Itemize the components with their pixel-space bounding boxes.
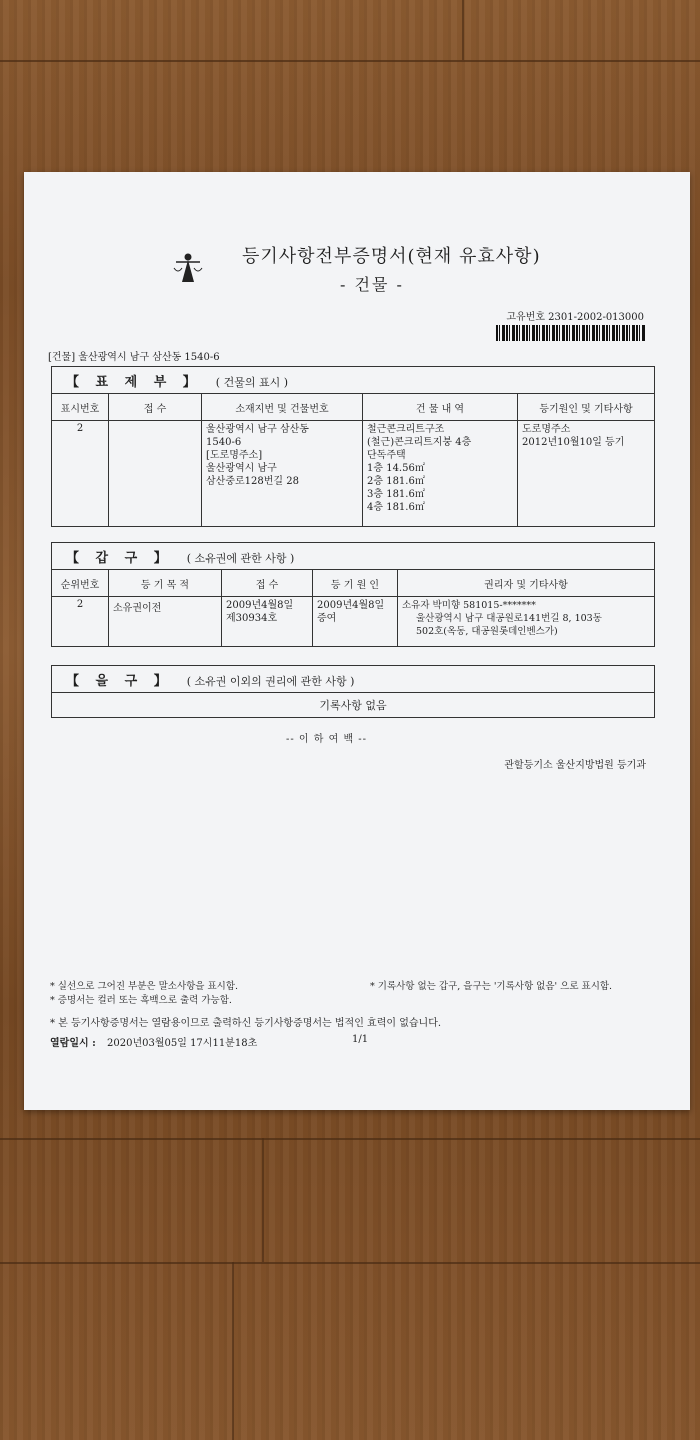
column-header: 표시번호 [52,394,109,421]
wood-plank-seam [262,1138,264,1262]
gapgu-table [51,542,655,647]
column-header: 순위번호 [52,570,109,597]
purpose-cell: 소유권이전 [109,597,222,647]
column-header: 권리자 및 기타사항 [398,570,655,597]
note-no-records: * 기록사항 없는 갑구, 을구는 '기록사항 없음' 으로 표시함. [370,981,613,992]
row-number: 2 [52,421,109,527]
eulgu-heading: 【 을 구 】 ( 소유권 이외의 권리에 관한 사항 ) [52,666,655,693]
wood-plank-seam [0,1138,700,1140]
eulgu-table [51,665,655,718]
note-not-legal: * 본 등기사항증명서는 열람용이므로 출력하신 등기사항증명서는 법적인 효력이 없습니다. [50,1018,442,1029]
registry-office: 관할등기소 울산지방법원 등기과 [504,760,646,771]
wood-plank-seam [0,1262,700,1264]
barcode-icon [496,325,646,341]
note-strikethrough: * 실선으로 그어진 부분은 말소사항을 표시함. [50,981,239,992]
location-cell: 울산광역시 남구 삼산동 1540-6 [도로명주소] 울산광역시 남구 삼산중로128번길 28 [202,421,363,527]
note-color-print: * 증명서는 컬러 또는 흑백으로 출력 가능함. [50,995,232,1006]
wood-plank-seam [462,0,464,60]
received-cell [109,421,202,527]
document-subtitle: - 건물 - [340,275,404,294]
viewed-at: 2020년03월05일 17시11분18초 [107,1038,258,1049]
document-title: 등기사항전부증명서(현재 유효사항) [242,246,541,267]
received-cell: 2009년4월8일 제30934호 [222,597,313,647]
page-number: 1/1 [352,1034,369,1045]
column-header: 등 기 원 인 [313,570,398,597]
rights-cell: 소유자 박미향 581015-******* 울산광역시 남구 대공원로141번길 8, 103동 502호(옥동, 대공원롯데인벤스가) [398,597,655,647]
building-details-cell: 철근콘크리트구조 (철근)콘크리트지붕 4층 단독주택 1층 14.56㎡ 2층 181.6㎡ 3층 181.6㎡ 4층 181.6㎡ [363,421,518,527]
viewed-at-row [50,1034,257,1049]
end-mark: -- 이 하 여 백 -- [286,734,368,745]
column-header: 등 기 목 적 [109,570,222,597]
wood-plank-seam [0,60,700,62]
cause-cell: 도로명주소 2012년10월10일 등기 [518,421,655,527]
registry-certificate-paper [24,172,690,1110]
column-header: 건 물 내 역 [363,394,518,421]
pyojebu-table [51,366,655,527]
property-address-line: [건물] 울산광역시 남구 삼산동 1540-6 [48,352,220,363]
cause-cell: 2009년4월8일 증여 [313,597,398,647]
gapgu-heading: 【 갑 구 】 ( 소유권에 관한 사항 ) [52,543,655,570]
column-header: 접 수 [109,394,202,421]
table-row [52,597,655,647]
column-header: 접 수 [222,570,313,597]
column-header: 등기원인 및 기타사항 [518,394,655,421]
column-header: 소재지번 및 건물번호 [202,394,363,421]
wood-plank-seam [232,1262,234,1440]
row-number: 2 [52,597,109,647]
table-row [52,421,655,527]
viewed-label: 열람일시 : [50,1038,96,1049]
pyojebu-heading: 【 표 제 부 】 ( 건물의 표시 ) [52,367,655,394]
unique-number: 고유번호 2301-2002-013000 [506,312,644,323]
court-logo-icon [168,246,208,286]
eulgu-body: 기록사항 없음 [52,693,655,718]
